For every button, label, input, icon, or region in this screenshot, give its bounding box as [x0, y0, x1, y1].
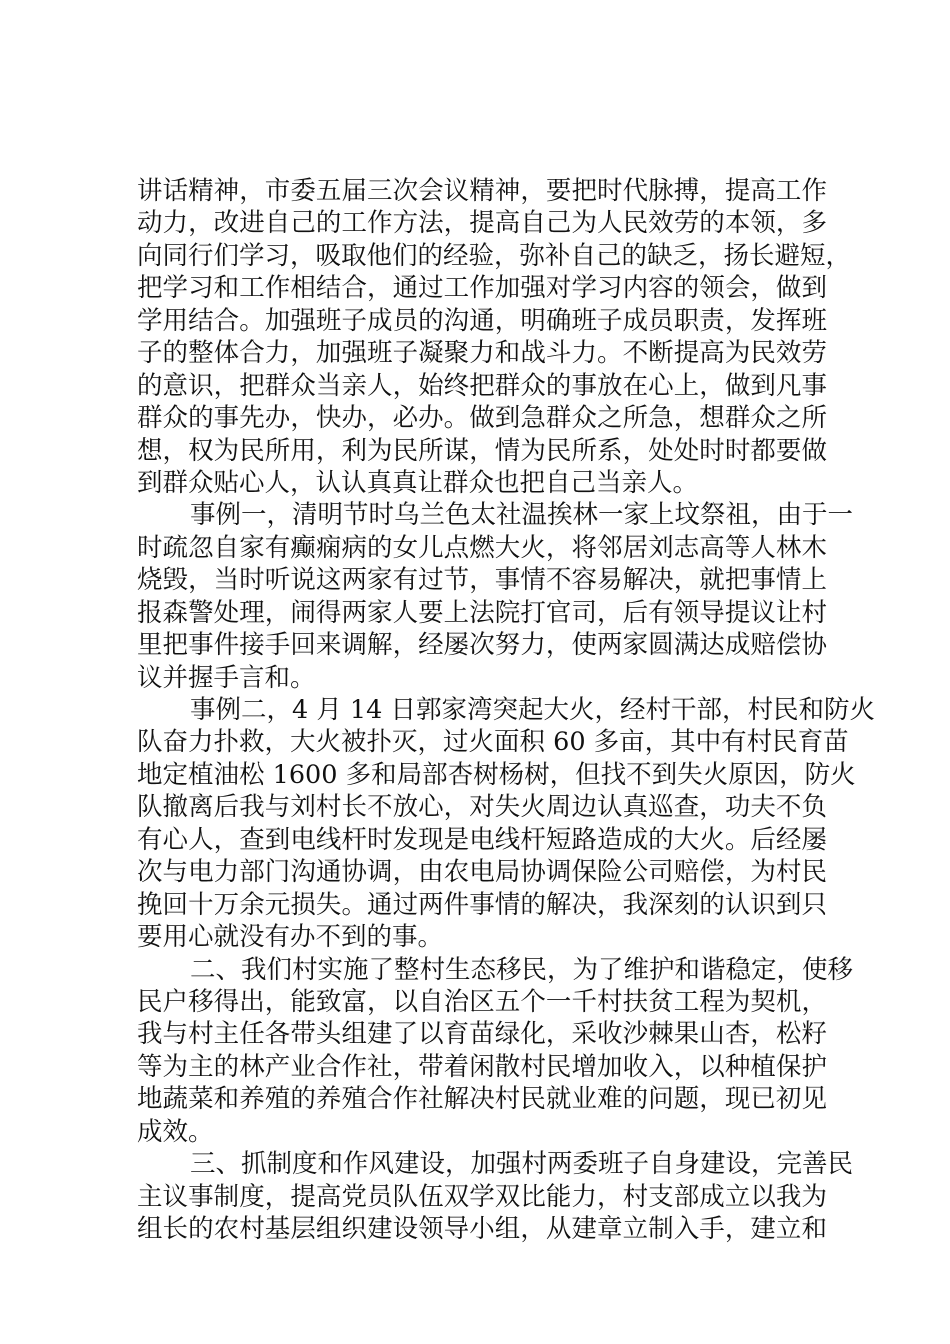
text-line: 次与电力部门沟通协调，由农电局协调保险公司赔偿，为村民 [137, 857, 827, 888]
text-line: 地蔬菜和养殖的养殖合作社解决村民就业难的问题，现已初见 [137, 1084, 827, 1115]
text-line: 事例一，清明节时乌兰色太社温挨林一家上坟祭祖，由于一 [190, 500, 854, 531]
paragraph [137, 694, 875, 954]
text-line: 队撤离后我与刘村长不放心，对失火周边认真巡查，功夫不负 [137, 792, 827, 823]
text-line: 子的整体合力，加强班子凝聚力和战斗力。不断提高为民效劳 [137, 338, 827, 369]
paragraph [137, 175, 852, 499]
text-line: 三、抓制度和作风建设，加强村两委班子自身建设，完善民 [190, 1149, 854, 1180]
paragraph [137, 499, 854, 694]
text-line: 地定植油松 1600 多和局部杏树杨树，但找不到失火原因，防火 [137, 759, 856, 790]
text-line: 里把事件接手回来调解，经屡次努力，使两家圆满达成赔偿协 [137, 630, 827, 661]
text-line: 把学习和工作相结合，通过工作加强对学习内容的领会，做到 [137, 273, 827, 304]
text-line: 民户移得出，能致富，以自治区五个一千村扶贫工程为契机， [137, 986, 827, 1017]
text-line: 队奋力扑救，大火被扑灭，过火面积 60 多亩，其中有村民育苗 [137, 727, 849, 758]
text-line: 到群众贴心人，认认真真让群众也把自己当亲人。 [137, 467, 699, 498]
text-line: 时疏忽自家有癫痫病的女儿点燃大火，将邻居刘志高等人林木 [137, 532, 827, 563]
text-line: 组长的农村基层组织建设领导小组，从建章立制入手，建立和 [137, 1214, 827, 1244]
document-body [137, 175, 875, 1245]
text-line: 的意识，把群众当亲人，始终把群众的事放在心上，做到凡事 [137, 370, 827, 401]
text-line: 挽回十万余元损失。通过两件事情的解决，我深刻的认识到只 [137, 889, 827, 920]
text-line: 向同行们学习，吸取他们的经验，弥补自己的缺乏，扬长避短， [137, 240, 852, 271]
paragraph [137, 1148, 854, 1245]
text-line: 烧毁，当时听说这两家有过节，事情不容易解决，就把事情上 [137, 565, 827, 596]
text-line: 议并握手言和。 [137, 662, 316, 693]
text-line: 二、我们村实施了整村生态移民，为了维护和谐稳定，使移 [190, 954, 854, 985]
text-line: 要用心就没有办不到的事。 [137, 922, 444, 953]
text-line: 学用结合。加强班子成员的沟通，明确班子成员职责，发挥班 [137, 305, 827, 336]
text-line: 等为主的林产业合作社，带着闲散村民增加收入，以种植保护 [137, 1051, 827, 1082]
text-line: 讲话精神，市委五届三次会议精神，要把时代脉搏，提高工作 [137, 176, 827, 206]
text-line: 有心人，查到电线杆时发现是电线杆短路造成的大火。后经屡 [137, 824, 827, 855]
paragraph [137, 954, 854, 1149]
text-line: 想，权为民所用，利为民所谋，情为民所系，处处时时都要做 [137, 435, 827, 466]
text-line: 成效。 [137, 1116, 214, 1147]
text-line: 报森警处理，闹得两家人要上法院打官司，后有领导提议让村 [137, 597, 827, 628]
text-line: 事例二，4 月 14 日郭家湾突起大火，经村干部，村民和防火 [190, 695, 875, 725]
text-line: 群众的事先办，快办，必办。做到急群众之所急，想群众之所 [137, 403, 827, 434]
text-line: 我与村主任各带头组建了以育苗绿化，采收沙棘果山杏，松籽 [137, 1019, 827, 1050]
text-line: 动力，改进自己的工作方法，提高自己为人民效劳的本领，多 [137, 208, 827, 239]
text-line: 主议事制度，提高党员队伍双学双比能力，村支部成立以我为 [137, 1181, 827, 1212]
